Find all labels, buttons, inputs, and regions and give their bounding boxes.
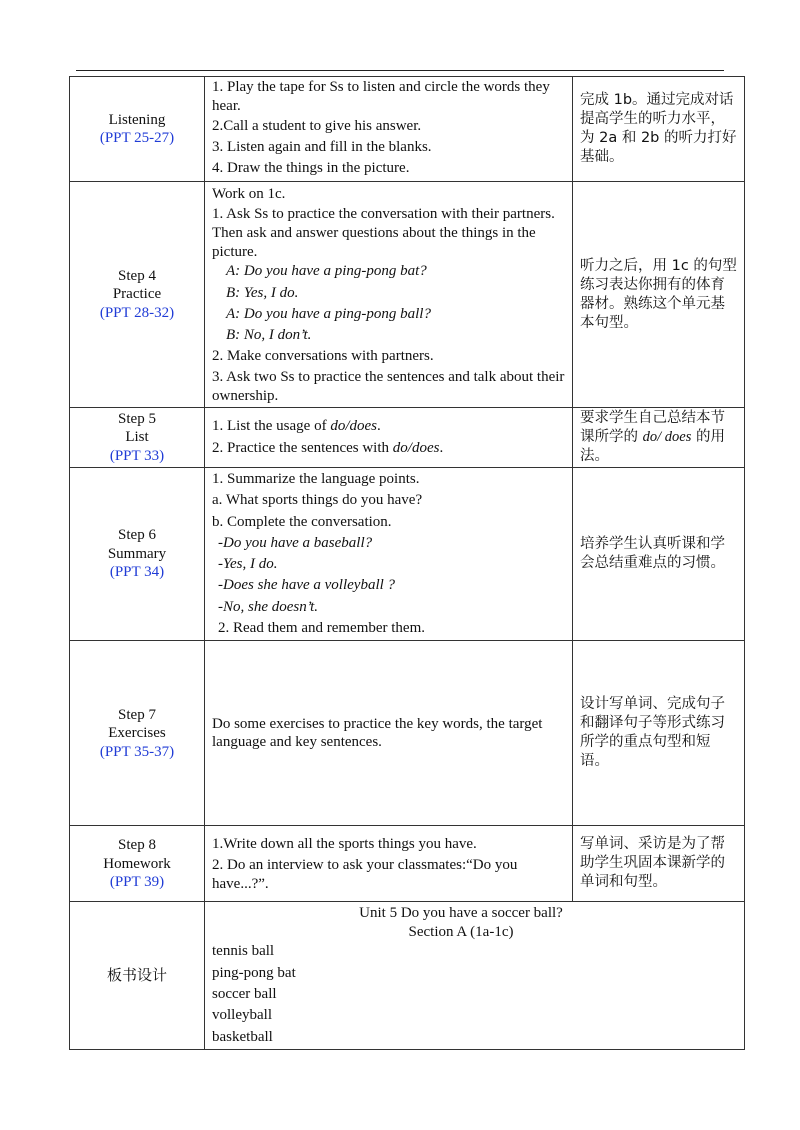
header-rule [76,70,724,71]
vocab-item: basketball [212,1028,273,1045]
activity-line: 1. Summarize the language points. [212,471,420,487]
activity-line: 3. Listen again and fill in the blanks. [212,139,432,156]
step-cell [70,902,205,1049]
text-segment: . [376,418,381,435]
activity-line: Do some exercises to practice the key words, the target language and key sentences. [212,715,543,751]
ppt-range: (PPT 34) [109,564,165,581]
table-row [70,408,745,468]
vocab-item: tennis ball [212,943,275,960]
step-name: Summary [107,545,167,562]
activity-line: b. Complete the conversation. [212,513,392,530]
step-name: Practice [112,286,162,303]
table-row [70,182,745,408]
purpose-text: 设计写单词、完成句子和翻译句子等形式练习所学的重点句型和短语。 [580,696,725,770]
step-cell [70,468,205,641]
dialogue-line: B: Yes, I do. [226,284,299,301]
purpose-cell [573,826,745,902]
dialogue-line: -Yes, I do. [218,556,278,573]
activity-line: 2.Call a student to give his answer. [212,117,422,134]
ppt-range: (PPT 35-37) [99,743,175,760]
step-cell [70,641,205,826]
activity-cell [205,468,573,641]
vocab-item: soccer ball [212,985,277,1002]
activity-line: 2. Do an interview to ask your classmates:“Do you have...?”. [212,856,518,892]
dialogue-line: -No, she doesn’t. [218,598,318,615]
vocab-item: ping-pong bat [212,964,296,981]
purpose-text: 听力之后，用 1c 的句型练习表达你拥有的体育器材。熟练这个单元基本句型。 [580,257,737,331]
dialogue-line: B: No, I don’t. [226,327,312,344]
ppt-range: (PPT 25-27) [99,130,175,146]
text-segment: 2. Practice the sentences with [212,439,393,456]
table-row [70,826,745,902]
step-label: Listening [108,111,166,128]
step-cell [70,826,205,902]
table-row [70,902,745,1049]
step-name: Homework [103,855,171,872]
purpose-cell [573,77,745,182]
purpose-text [580,409,738,466]
text-segment: 1. List the usage of [212,418,331,435]
ppt-range: (PPT 39) [109,874,165,891]
board-subtitle: Section A (1a-1c) [408,924,514,941]
step-label: Step 8 [118,837,156,854]
step-cell [70,77,205,182]
activity-line [212,438,566,459]
table-row [70,77,745,182]
ppt-range: (PPT 33) [109,447,165,464]
dialogue-line: A: Do you have a ping-pong bat? [226,263,427,280]
activity-line [212,416,566,437]
purpose-cell [573,408,745,468]
text-segment: . [439,439,444,456]
purpose-cell [573,641,745,826]
activity-line: 2. Read them and remember them. [218,620,426,637]
dialogue-line: A: Do you have a ping-pong ball? [226,305,431,322]
activity-line: 3. Ask two Ss to practice the sentences and talk about their ownership. [212,368,565,404]
activity-line: 1. Play the tape for Ss to listen and circle the words they hear. [212,79,550,115]
keyword: do/ does [642,429,692,445]
purpose-text: 培养学生认真听课和学会总结重难点的习惯。 [580,536,725,572]
board-design-label: 板书设计 [106,966,167,985]
step-label: Step 4 [118,267,156,284]
purpose-cell [573,182,745,408]
step-cell [70,408,205,468]
board-design-cell [205,902,745,1049]
text-segment: 要求学生自己总结本节课所学的 [580,410,725,445]
board-title: Unit 5 Do you have a soccer ball? [359,905,563,922]
dialogue-line: -Does she have a volleyball ? [218,577,396,594]
purpose-text: 写单词、采访是为了帮助学生巩固本课新学的单词和句型。 [580,836,725,891]
activity-cell [205,408,573,468]
step-name: List [125,429,149,446]
activity-cell [205,641,573,826]
activity-line: a. What sports things do you have? [212,492,423,509]
keyword: do/does [392,439,440,456]
step-label: Step 5 [118,410,156,427]
vocab-item: volleyball [212,1007,272,1024]
keyword: do/does [330,418,377,435]
table-row [70,468,745,641]
activity-cell [205,826,573,902]
ppt-range: (PPT 28-32) [99,304,175,321]
step-label: Step 7 [118,706,156,723]
text-segment: 的用法。 [580,429,725,464]
activity-cell [205,77,573,182]
activity-cell [205,182,573,408]
purpose-cell [573,468,745,641]
lesson-plan-table [69,76,745,1050]
activity-line: 4. Draw the things in the picture. [212,160,410,177]
step-label: Step 6 [118,527,156,544]
activity-line: 1. Ask Ss to practice the conversation with their partners. Then ask and answer questions about the things in the picture. [212,205,555,260]
purpose-text: 完成 1b。通过完成对话提高学生的听力水平，为 2a 和 2b 的听力打好基础。 [580,92,737,165]
activity-line: 2. Make conversations with partners. [212,348,434,365]
activity-line: 1.Write down all the sports things you have. [212,836,477,853]
dialogue-line: -Do you have a baseball? [218,534,373,551]
step-cell [70,182,205,408]
step-name: Exercises [108,725,166,742]
activity-line: Work on 1c. [212,185,286,202]
table-row [70,641,745,826]
